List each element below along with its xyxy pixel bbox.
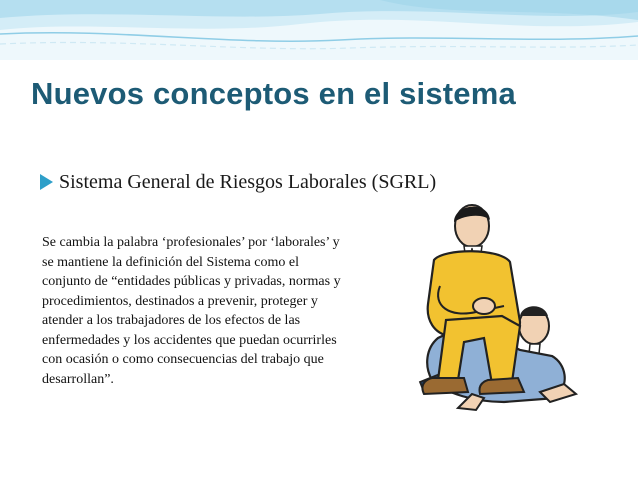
bullet-item [40, 171, 436, 194]
man-sitting-on-man-illustration [380, 188, 602, 426]
header-wave-decoration [0, 0, 638, 60]
bullet-text: Sistema General de Riesgos Laborales (SGRL) [59, 171, 437, 193]
slide-title: Nuevos conceptos en el sistema [31, 76, 516, 111]
body-paragraph: Se cambia la palabra ‘profesionales’ por ‘laborales’ y se mantiene la definición del Sistema como el conjunto de “entidades públicas y privadas, normas y procedimientos, destinados a prevenir, proteger y atender a los trabajadores de los efectos de las enfermedades y los accidentes que puedan ocurrirles con ocasión o como consecuencias del trabajo que desarrollan”. [42, 235, 341, 387]
triangle-bullet-icon [40, 174, 53, 190]
illustration-figures [380, 188, 602, 426]
